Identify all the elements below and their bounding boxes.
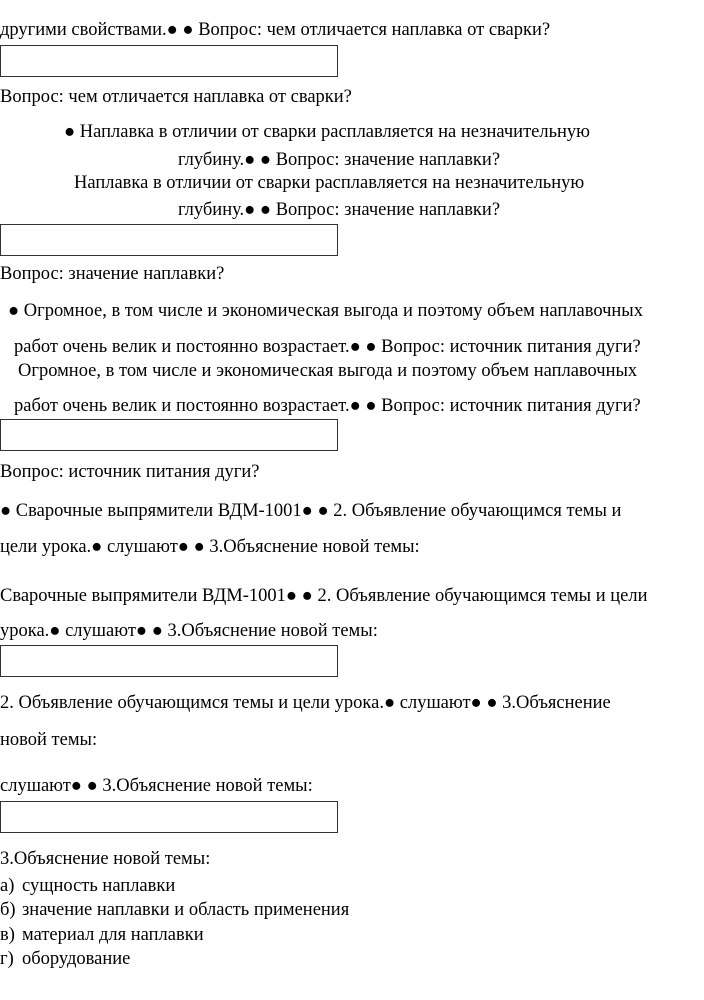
list-item-text: значение наплавки и область применения — [22, 900, 350, 920]
list-item — [0, 950, 130, 969]
list-item — [0, 926, 204, 945]
answer-input-box[interactable] — [0, 645, 338, 677]
section-heading: 3.Объяснение новой темы: — [0, 849, 211, 869]
text-line: Сварочные выпрямители ВДМ-1001● ● 2. Объявление обучающимся темы и цели — [0, 586, 648, 606]
answer-input-box[interactable] — [0, 419, 338, 451]
text-line: 2. Объявление обучающимся темы и цели урока.● слушают● ● 3.Объяснение — [0, 693, 611, 713]
text-line: глубину.● ● Вопрос: значение наплавки? — [178, 200, 501, 220]
text-line: новой темы: — [0, 730, 98, 750]
list-item-text: материал для наплавки — [22, 925, 204, 945]
text-line: работ очень велик и постоянно возрастает.● ● Вопрос: источник питания дуги? — [14, 396, 641, 416]
text-line: другими свойствами.● ● Вопрос: чем отличается наплавка от сварки? — [0, 20, 551, 40]
text-line: ● Наплавка в отличии от сварки расплавляется на незначительную — [64, 122, 591, 142]
text-line: глубину.● ● Вопрос: значение наплавки? — [178, 150, 501, 170]
text-line: Огромное, в том числе и экономическая выгода и поэтому объем наплавочных — [18, 361, 638, 381]
text-line: ● Сварочные выпрямители ВДМ-1001● ● 2. Объявление обучающимся темы и — [0, 501, 622, 521]
list-item-text: сущность наплавки — [22, 876, 176, 896]
question-line: Вопрос: чем отличается наплавка от сварки? — [0, 87, 352, 107]
list-item — [0, 877, 175, 896]
answer-input-box[interactable] — [0, 801, 338, 833]
question-line: Вопрос: значение наплавки? — [0, 264, 225, 284]
text-line: цели урока.● слушают● ● 3.Объяснение новой темы: — [0, 537, 420, 557]
answer-input-box[interactable] — [0, 45, 338, 77]
text-line: ● Огромное, в том числе и экономическая выгода и поэтому объем наплавочных — [8, 301, 643, 321]
list-marker: а) — [0, 876, 15, 896]
list-marker: б) — [0, 900, 16, 920]
answer-input-box[interactable] — [0, 224, 338, 256]
text-line: слушают● ● 3.Объяснение новой темы: — [0, 776, 313, 796]
question-line: Вопрос: источник питания дуги? — [0, 462, 260, 482]
text-line: урока.● слушают● ● 3.Объяснение новой темы: — [0, 621, 378, 641]
list-item-text: оборудование — [22, 949, 131, 969]
list-marker: г) — [0, 949, 14, 969]
text-line: Наплавка в отличии от сварки расплавляется на незначительную — [74, 173, 585, 193]
list-item — [0, 901, 349, 920]
text-line: работ очень велик и постоянно возрастает.● ● Вопрос: источник питания дуги? — [14, 337, 641, 357]
list-marker: в) — [0, 925, 15, 945]
